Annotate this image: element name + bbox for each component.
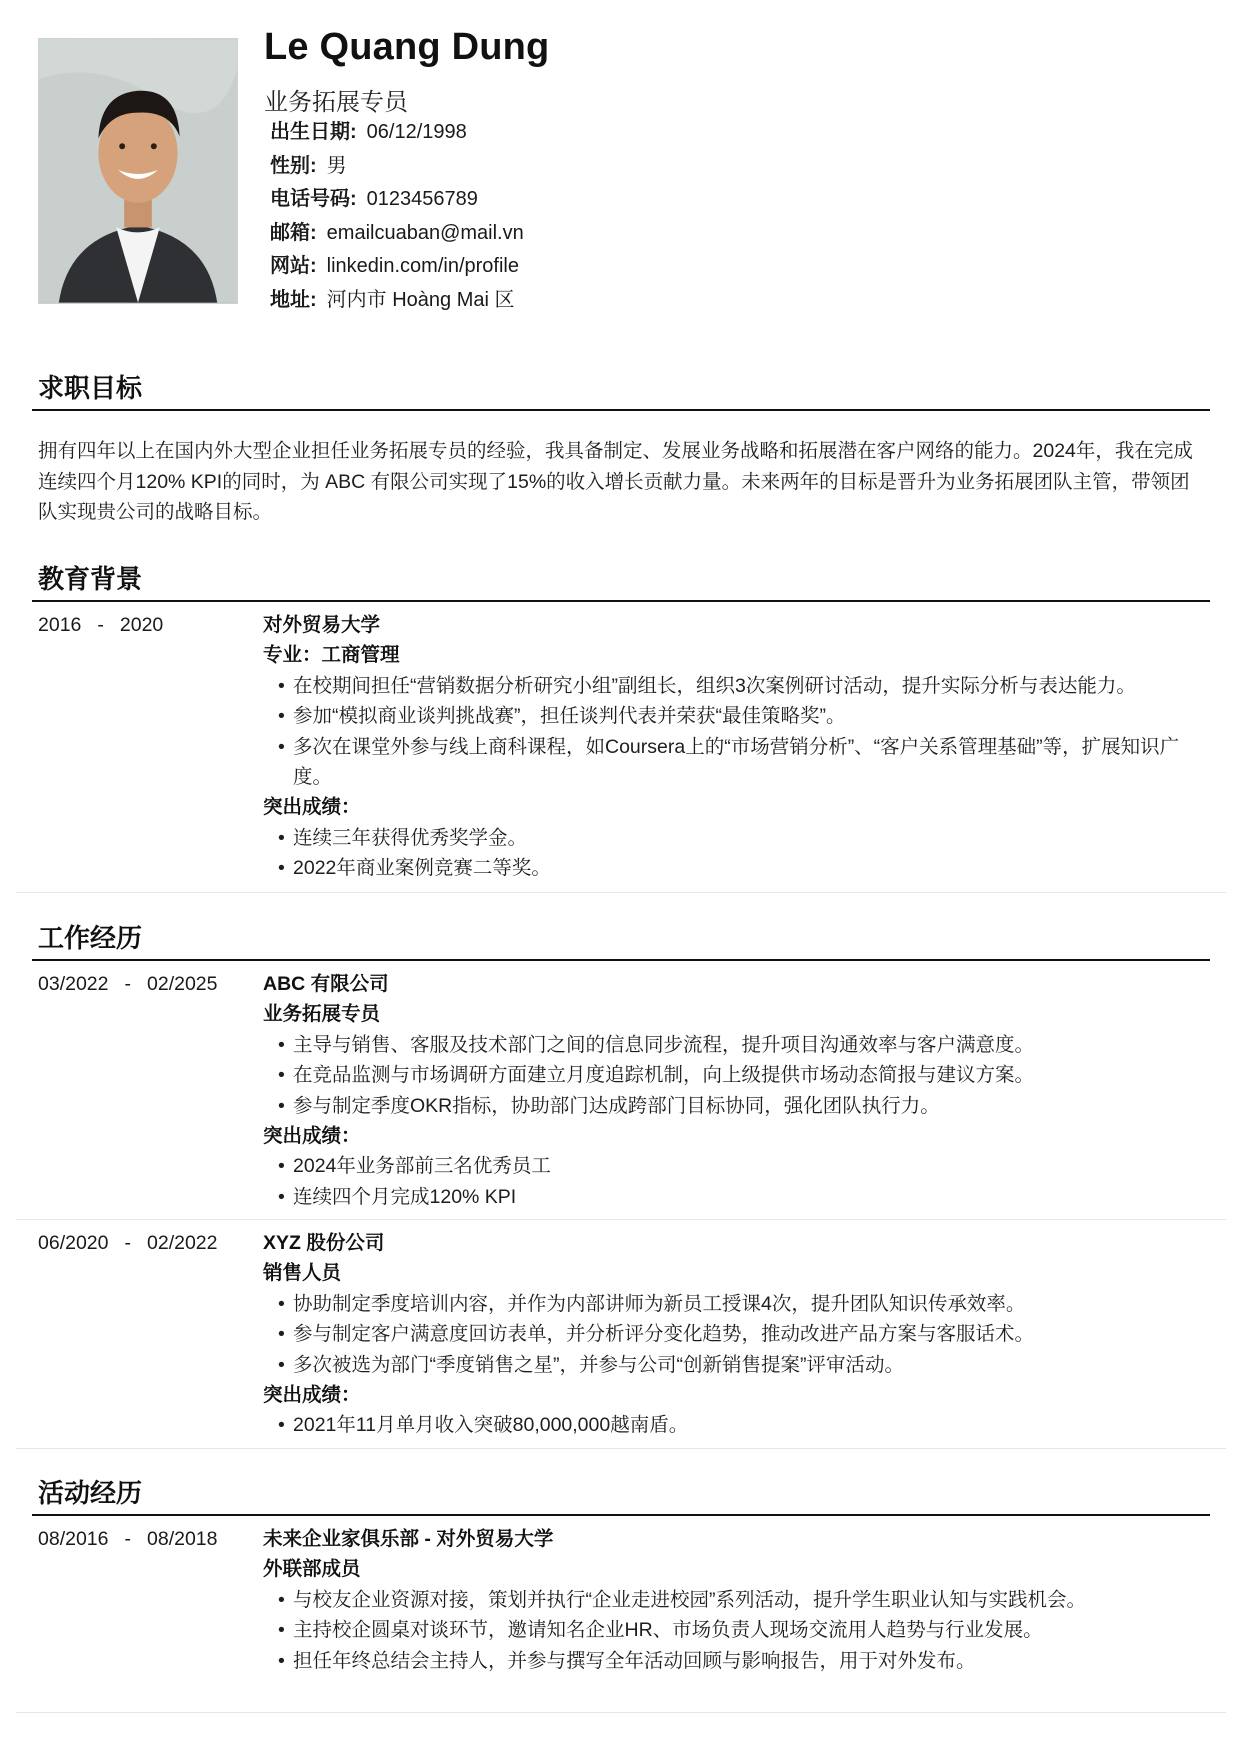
list-item: • 在校期间担任“营销数据分析研究小组”副组长，组织3次案例研讨活动，提升实际分析与表达能力。 xyxy=(263,671,1210,701)
date-start: 2016 xyxy=(38,614,82,636)
list-item: • 2021年11月单月收入突破80,000,000越南盾。 xyxy=(263,1410,1210,1440)
activity-role: 外联部成员 xyxy=(263,1558,361,1581)
contact-label: 电话号码: xyxy=(270,188,357,211)
section-divider xyxy=(32,959,1210,961)
entry-dates: 2016 - 2020 xyxy=(38,614,164,636)
contact-label: 出生日期: xyxy=(270,121,357,143)
section-divider xyxy=(32,409,1210,411)
list-item: • 多次在课堂外参与线上商科课程，如Coursera上的“市场营销分析”、“客户关系管理基础”等，扩展知识广度。 xyxy=(263,732,1210,793)
contact-label: 性别: xyxy=(270,154,317,177)
entry-dates: 03/2022 - 02/2025 xyxy=(38,973,218,995)
entry-bullets xyxy=(263,671,1210,793)
job-role: 业务拓展专员 xyxy=(263,1003,381,1026)
entry-body xyxy=(263,610,1210,884)
contact-value: 06/12/1998 xyxy=(366,121,467,143)
list-item: • 主持校企圆桌对谈环节，邀请知名企业HR、市场负责人现场交流用人趋势与行业发展。 xyxy=(263,1615,1210,1645)
list-item: • 参与制定客户满意度回访表单，并分析评分变化趋势，推动改进产品方案与客服话术。 xyxy=(263,1319,1210,1349)
entry-dates: 08/2016 - 08/2018 xyxy=(38,1528,218,1550)
section-divider xyxy=(32,600,1210,602)
contact-address xyxy=(270,284,524,318)
education-heading: 教育背景 xyxy=(38,564,143,594)
job-role: 销售人员 xyxy=(263,1262,342,1285)
entry-dates: 06/2020 - 02/2022 xyxy=(38,1232,218,1254)
candidate-name: Le Quang Dung xyxy=(264,26,550,68)
date-start: 06/2020 xyxy=(38,1232,109,1254)
company-name: XYZ 股份公司 xyxy=(263,1232,385,1254)
contact-birthdate xyxy=(270,116,524,150)
date-end: 2020 xyxy=(119,614,164,636)
entry-separator xyxy=(16,1219,1226,1220)
profile-photo xyxy=(38,38,238,304)
objective-text: 拥有四年以上在国内外大型企业担任业务拓展专员的经验，我具备制定、发展业务战略和拓展潜在客户网络的能力。2024年，我在完成连续四个月120% KPI的同时，为 ABC 有限公司实现了15%的收入增长贡献力量。未来两年的目标是晋升为业务拓展团队主管，带领团队实现贵公司的战略目标。 xyxy=(38,440,1193,523)
contact-list xyxy=(270,116,524,318)
contact-website xyxy=(270,250,524,284)
portrait-image xyxy=(39,39,237,303)
entry-body xyxy=(263,969,1210,1212)
date-start: 08/2016 xyxy=(38,1528,109,1550)
achievement-bullets xyxy=(263,1151,1210,1212)
entry-bullets xyxy=(263,1030,1210,1121)
list-item: • 协助制定季度培训内容，并作为内部讲师为新员工授课4次，提升团队知识传承效率。 xyxy=(263,1289,1210,1319)
achievement-bullets xyxy=(263,823,1210,884)
contact-value: emailcuaban@mail.vn xyxy=(326,221,524,244)
achievements-label: 突出成绩： xyxy=(263,1384,361,1407)
list-item: • 连续四个月完成120% KPI xyxy=(263,1182,1210,1212)
list-item: • 连续三年获得优秀奖学金。 xyxy=(263,823,1210,853)
entry-bullets xyxy=(263,1585,1210,1676)
entry-body xyxy=(263,1228,1210,1441)
list-item: • 2022年商业案例竞赛二等奖。 xyxy=(263,853,1210,883)
list-item: • 参与制定季度OKR指标，协助部门达成跨部门目标协同，强化团队执行力。 xyxy=(263,1091,1210,1121)
work-heading: 工作经历 xyxy=(38,923,143,953)
list-item: • 多次被选为部门“季度销售之星”，并参与公司“创新销售提案”评审活动。 xyxy=(263,1350,1210,1380)
entry-body xyxy=(263,1524,1210,1676)
date-end: 02/2025 xyxy=(147,973,218,995)
achievements-label: 突出成绩： xyxy=(263,1125,361,1148)
list-item: • 担任年终总结会主持人，并参与撰写全年活动回顾与影响报告，用于对外发布。 xyxy=(263,1646,1210,1676)
list-item: • 与校友企业资源对接，策划并执行“企业走进校园”系列活动，提升学生职业认知与实践机会。 xyxy=(263,1585,1210,1615)
list-item: • 主导与销售、客服及技术部门之间的信息同步流程，提升项目沟通效率与客户满意度。 xyxy=(263,1030,1210,1060)
list-item: • 参加“模拟商业谈判挑战赛”，担任谈判代表并荣获“最佳策略奖”。 xyxy=(263,701,1210,731)
date-start: 03/2022 xyxy=(38,973,109,995)
contact-gender xyxy=(270,150,524,184)
company-name: ABC 有限公司 xyxy=(263,973,389,995)
job-title: 业务拓展专员 xyxy=(264,89,408,116)
contact-phone xyxy=(270,183,524,217)
achievement-bullets xyxy=(263,1410,1210,1440)
section-divider xyxy=(32,1514,1210,1516)
list-item: • 2024年业务部前三名优秀员工 xyxy=(263,1151,1210,1181)
organization-name: 未来企业家俱乐部 - 对外贸易大学 xyxy=(263,1528,554,1550)
list-item: • 在竞品监测与市场调研方面建立月度追踪机制，向上级提供市场动态简报与建议方案。 xyxy=(263,1060,1210,1090)
contact-email xyxy=(270,217,524,251)
contact-label: 邮箱: xyxy=(270,221,317,244)
major: 专业：工商管理 xyxy=(263,644,400,667)
entry-separator xyxy=(16,892,1226,893)
achievements-label: 突出成绩： xyxy=(263,796,361,819)
entry-bullets xyxy=(263,1289,1210,1380)
contact-value: 0123456789 xyxy=(366,188,478,211)
contact-value: 男 xyxy=(326,154,347,177)
objective-heading: 求职目标 xyxy=(38,373,143,403)
entry-separator xyxy=(16,1448,1226,1449)
contact-value: linkedin.com/in/profile xyxy=(326,255,519,278)
school-name: 对外贸易大学 xyxy=(263,614,381,636)
entry-separator xyxy=(16,1712,1226,1713)
date-end: 08/2018 xyxy=(147,1528,218,1550)
activities-heading: 活动经历 xyxy=(38,1478,143,1508)
date-end: 02/2022 xyxy=(147,1232,218,1254)
contact-label: 网站: xyxy=(270,255,317,278)
contact-label: 地址: xyxy=(270,288,317,311)
contact-value: 河内市 Hoàng Mai 区 xyxy=(326,288,515,311)
